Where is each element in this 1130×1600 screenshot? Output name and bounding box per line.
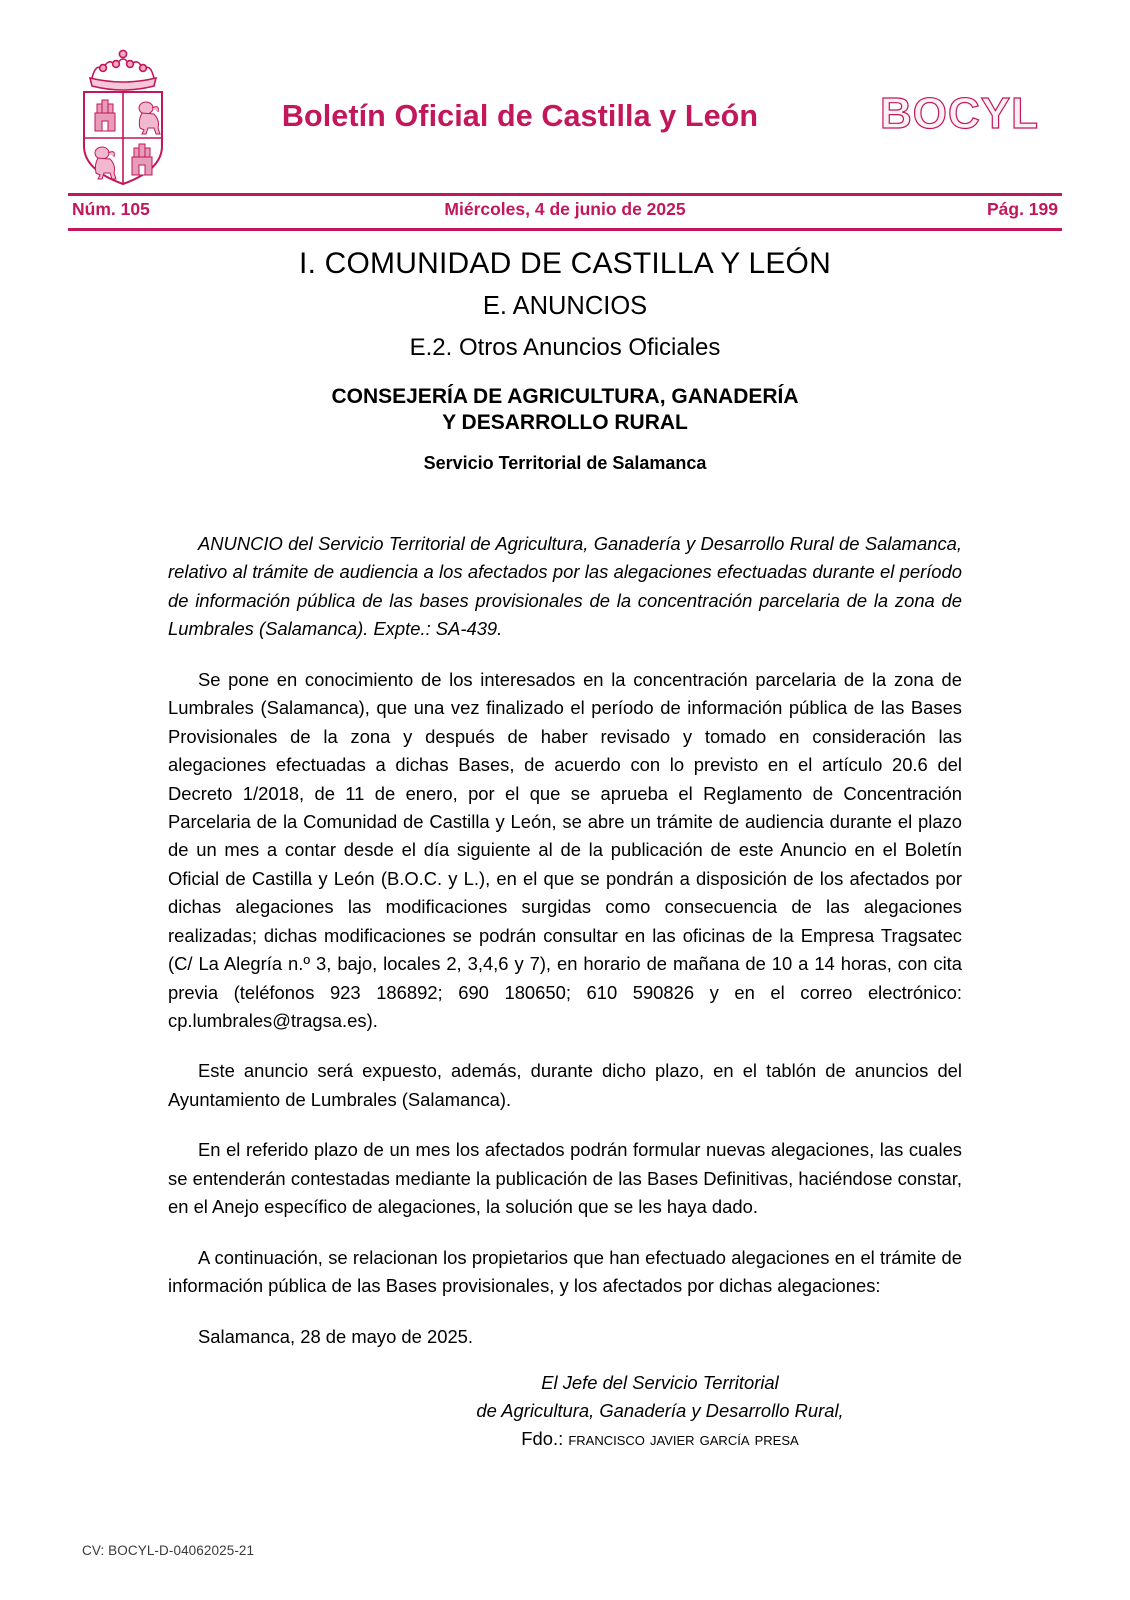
organization-title-line2: Y DESARROLLO RURAL	[442, 411, 688, 435]
section-title-level3: E.2. Otros Anuncios Oficiales	[409, 333, 721, 361]
service-title: Servicio Territorial de Salamanca	[423, 453, 707, 474]
body-paragraph-4: A continuación, se relacionan los propietarios que han efectuado alegaciones en el trámite de información pública de las Bases provisionales, y los afectados por dichas alegaciones:	[168, 1246, 962, 1297]
document-body	[168, 530, 962, 1453]
header-bar	[68, 198, 1062, 226]
page-number: Pág. 199	[986, 199, 1058, 219]
body-paragraph-1: Se pone en conocimiento de los interesados en la concentración parcelaria de la zona de Lumbrales (Salamanca), que una vez finalizado el período de información pública de las Bases Provisionales de la zona y después de haber revisado y tomado en consideración las alegaciones efectuadas a dichas Bases, de acuerdo con lo previsto en el artículo 20.6 del Decreto 1/2018, de 11 de enero, por el que se aprueba el Reglamento de Concentración Parcelaria de la Comunidad de Castilla y León, se abre un trámite de audiencia durante el plazo de un mes a contar desde el día siguiente al de la publicación de este Anuncio en el Boletín Oficial de Castilla y León (B.O.C. y L.), en el que se pondrán a disposición de los afectados por dichas alegaciones las modificaciones surgidas como consecuencia de las alegaciones realizadas; dichas modificaciones se podrán consultar en las oficinas de la Empresa Tragsatec (C/ La Alegría n.º 3, bajo, locales 2, 3,4,6 y 7), en horario de mañana de 10 a 14 horas, con cita previa (teléfonos 923 186892; 690 180650; 610 590826 y en el correo electrónico: cp.lumbrales@tragsa.es).	[168, 668, 962, 1031]
body-paragraph-2: Este anuncio será expuesto, además, durante dicho plazo, en el tablón de anuncios del Ayuntamiento de Lumbrales (Salamanca).	[168, 1060, 962, 1110]
signature-name-line	[358, 1425, 962, 1453]
issue-number: Núm. 105	[72, 199, 150, 219]
organization-title-line1: CONSEJERÍA DE AGRICULTURA, GANADERÍA	[331, 384, 799, 408]
signer-name: francisco javier garcía presa	[568, 1427, 799, 1449]
title-block	[115, 248, 1015, 475]
issue-date: Miércoles, 4 de junio de 2025	[444, 199, 686, 219]
organization-title	[115, 384, 1015, 437]
signed-label: Fdo.:	[521, 1427, 569, 1449]
place-and-date: Salamanca, 28 de mayo de 2025.	[198, 1325, 474, 1347]
castilla-y-leon-coat-of-arms-icon	[66, 42, 180, 187]
section-title-level2: E. ANUNCIOS	[482, 292, 648, 321]
signature-role-line1: El Jefe del Servicio Territorial	[541, 1371, 779, 1393]
body-paragraph-3: En el referido plazo de un mes los afectados podrán formular nuevas alegaciones, las cuales se entenderán contestadas mediante la publicación de las Bases Definitivas, haciéndose constar, en el Anejo específico de alegaciones, la solución que se les haya dado.	[168, 1139, 962, 1218]
signature-role-line2: de Agricultura, Ganadería y Desarrollo Rural,	[476, 1399, 844, 1421]
publication-title: Boletín Oficial de Castilla y León	[281, 99, 759, 133]
bocyl-logo-icon	[878, 88, 1068, 140]
header-rule-bottom	[68, 228, 1062, 231]
header-rule-top	[68, 193, 1062, 196]
announcement-summary: ANUNCIO del Servicio Territorial de Agricultura, Ganadería y Desarrollo Rural de Salamanca, relativo al trámite de audiencia a los afectados por las alegaciones efectuadas durante el período de información pública de las bases provisionales de la concentración parcelaria de la zona de Lumbrales (Salamanca). Expte.: SA-439.	[168, 533, 962, 640]
signature-block	[168, 1369, 962, 1453]
svg-text:BOCYL: BOCYL	[880, 89, 1039, 138]
section-title-level1: I. COMUNIDAD DE CASTILLA Y LEÓN	[299, 247, 831, 280]
footer-cv-code: CV: BOCYL-D-04062025-21	[82, 1543, 255, 1558]
masthead	[0, 0, 1130, 190]
